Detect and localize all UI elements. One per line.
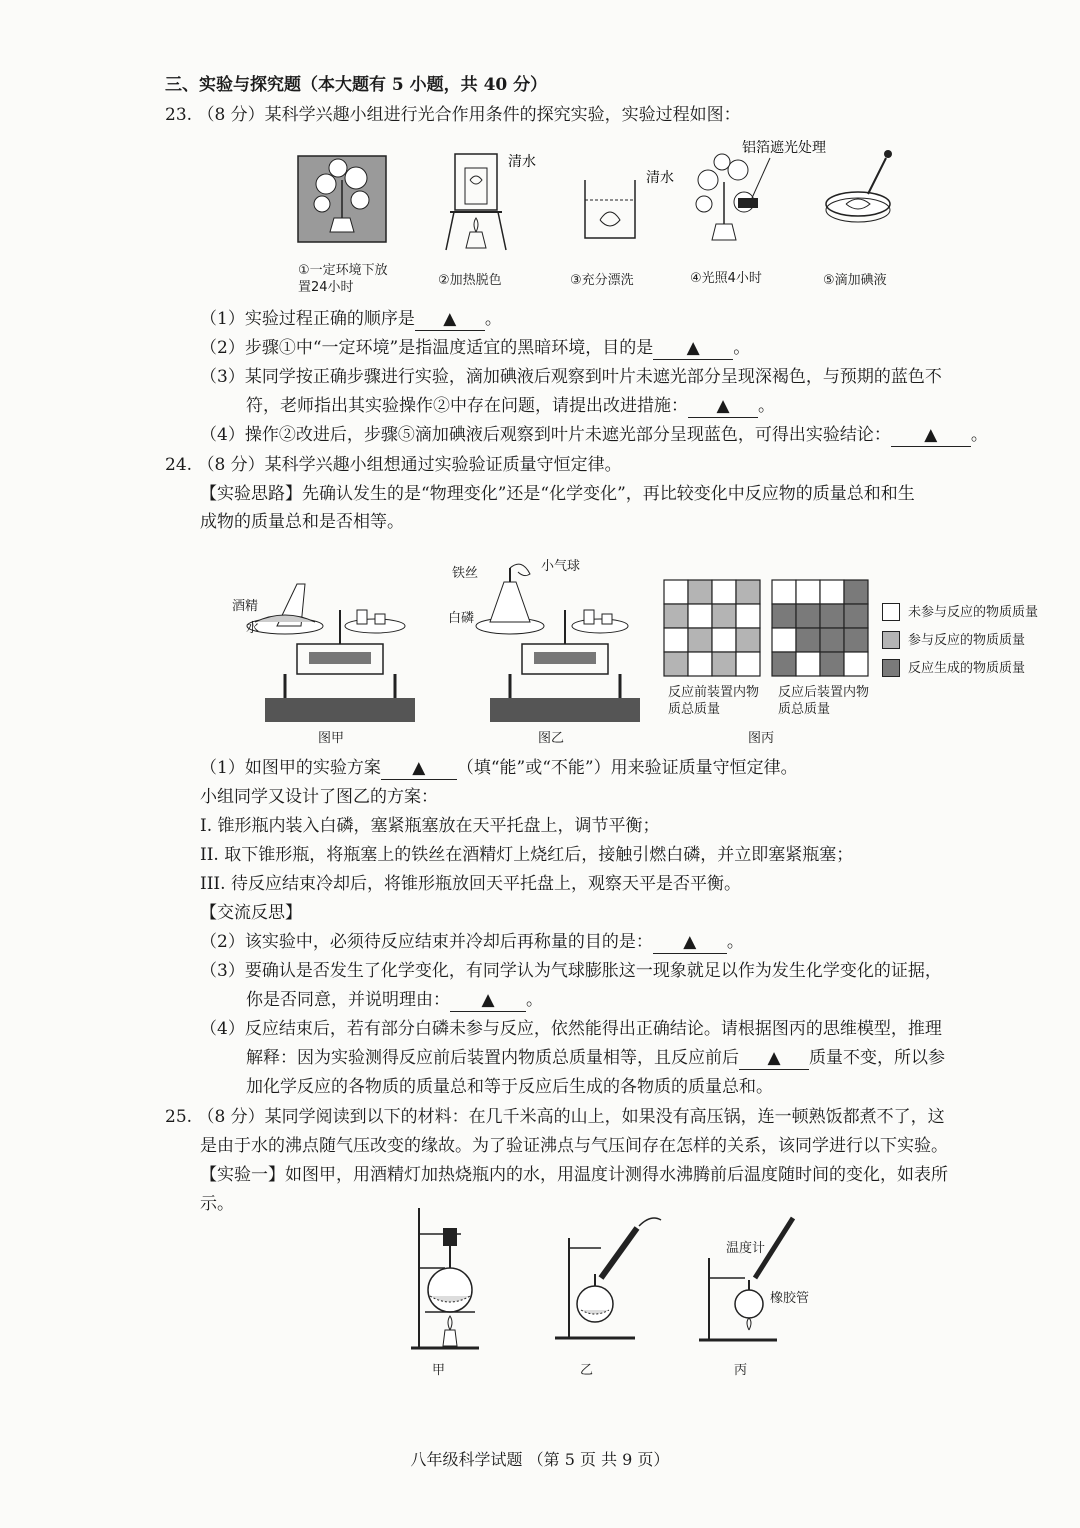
grid-cell (772, 580, 796, 604)
q24-sub4-line2: 解释：因为实验测得反应前后装置内物质总质量相等，且反应前后 ▲ 质量不变，所以参 (246, 1048, 945, 1068)
plant-light-foil (696, 154, 770, 240)
step-caption-3: ③充分漂洗 (570, 273, 634, 288)
grid-cell (736, 580, 760, 604)
balloon-label: 小气球 (541, 559, 581, 574)
balance-figure-a (225, 570, 415, 730)
grid-cell (712, 628, 736, 652)
q24-plan-intro: 小组同学又设计了图乙的方案： (200, 787, 438, 807)
q24-idea-line1: 【实验思路】先确认发生的是“物理变化”还是“化学变化”，再比较变化中反应物的质量总和和生 (200, 484, 915, 504)
legend (882, 598, 1038, 682)
legend-swatch (882, 659, 900, 677)
answer-blank: ▲ (450, 989, 526, 1012)
fig-a-caption: 图甲 (318, 731, 345, 746)
grid-cell (820, 652, 844, 676)
legend-item: 未参与反应的物质质量 (882, 598, 1038, 626)
q24-reflect-heading: 【交流反思】 (200, 903, 302, 923)
phosphorus-label: 白磷 (448, 611, 475, 626)
q24-stem: 24. （8 分）某科学兴趣小组想通过实验验证质量守恒定律。 (165, 455, 622, 475)
rubber-tube-label: 橡胶管 (770, 1291, 810, 1306)
q24-idea-line2: 成物的质量总和是否相等。 (200, 512, 404, 532)
fig-yi-caption: 乙 (580, 1363, 594, 1378)
q24-sub1: （1）如图甲的实验方案 ▲ （填“能”或“不能”）用来验证质量守恒定律。 (200, 758, 798, 778)
legend-item: 反应生成的物质质量 (882, 654, 1038, 682)
answer-blank: ▲ (688, 395, 758, 418)
q23-sub3-line1: （3）某同学按正确步骤进行实验，滴加碘液后观察到叶片未遮光部分呈现深褐色，与预期的蓝色不 (200, 367, 942, 387)
q24-step-3: III. 待反应结束冷却后，将锥形瓶放回天平托盘上，观察天平是否平衡。 (200, 874, 741, 894)
grid-cell (820, 604, 844, 628)
grid-cell (772, 652, 796, 676)
water-label-2: 清水 (646, 170, 674, 186)
answer-blank: ▲ (891, 424, 971, 447)
rinse-beaker (585, 180, 635, 238)
page-footer: 八年级科学试题 （第 5 页 共 9 页） (410, 1450, 670, 1469)
step-caption-1: ①一定环境下放置24小时 (298, 263, 388, 295)
answer-blank: ▲ (381, 757, 457, 780)
q23-sub1: （1）实验过程正确的顺序是 ▲ 。 (200, 309, 502, 329)
fig-jia-caption: 甲 (432, 1363, 446, 1378)
answer-blank: ▲ (653, 931, 727, 954)
legend-item: 参与反应的物质质量 (882, 626, 1038, 654)
grid-cell (796, 628, 820, 652)
q24-sub3-line1: （3）要确认是否发生了化学变化，有同学认为气球膨胀这一现象就足以作为发生化学变化的证据， (200, 961, 942, 981)
legend-swatch (882, 631, 900, 649)
q25-apparatus-figure (405, 1208, 795, 1358)
fig-bing-caption: 丙 (734, 1363, 748, 1378)
q23-sub4: （4）操作②改进后，步骤⑤滴加碘液后观察到叶片未遮光部分呈现蓝色，可得出实验结论： ▲ 。 (200, 425, 988, 445)
alcohol-label: 酒精 (232, 599, 259, 614)
q23-stem: 23. （8 分）某科学兴趣小组进行光合作用条件的探究实验，实验过程如图： (165, 105, 741, 125)
grid-cell (844, 580, 868, 604)
legend-swatch (882, 603, 900, 621)
apparatus-a (411, 1208, 479, 1348)
plant-dark-environment (298, 156, 386, 242)
grid-cell (796, 604, 820, 628)
grid-cell (772, 604, 796, 628)
grid-cell (736, 604, 760, 628)
grid-cell (664, 628, 688, 652)
grid-cell (736, 628, 760, 652)
grid-cell (844, 652, 868, 676)
grid-cell (772, 628, 796, 652)
answer-blank: ▲ (653, 337, 733, 360)
grid-cell (844, 628, 868, 652)
mass-model-grids (662, 578, 872, 682)
before-label: 反应前装置内物质总质量 (668, 685, 760, 717)
after-label: 反应后装置内物质总质量 (778, 685, 870, 717)
q25-line3: 【实验一】如图甲，用酒精灯加热烧瓶内的水，用温度计测得水沸腾前后温度随时间的变化，如表所 (200, 1165, 948, 1185)
answer-blank: ▲ (739, 1047, 809, 1070)
foil-label: 铝箔遮光处理 (742, 140, 826, 156)
grid-cell (820, 628, 844, 652)
answer-blank: ▲ (415, 308, 485, 331)
q23-figure (290, 140, 920, 270)
q25-line4: 示。 (200, 1194, 234, 1214)
grid-cell (820, 580, 844, 604)
water-label-1: 清水 (508, 154, 536, 170)
q24-step-2: II. 取下锥形瓶，将瓶塞上的铁丝在酒精灯上烧红后，接触引燃白磷，并立即塞紧瓶塞； (200, 845, 854, 865)
fig-c-caption: 图丙 (748, 731, 775, 746)
grid-cell (736, 652, 760, 676)
iodine-dish (826, 150, 892, 222)
step-caption-2: ②加热脱色 (438, 273, 502, 288)
grid-cell (796, 580, 820, 604)
fig-b-caption: 图乙 (538, 731, 565, 746)
q25-line2: 是由于水的沸点随气压改变的缘故。为了验证沸点与气压间存在怎样的关系，该同学进行以下实验。 (200, 1136, 948, 1156)
q25-line1: 25. （8 分）某同学阅读到以下的材料：在几千米高的山上，如果没有高压锅，连一顿熟饭都煮不了，这 (165, 1107, 945, 1127)
section-title: 三、实验与探究题（本大题有 5 小题，共 40 分） (165, 75, 548, 95)
q24-sub4-line1: （4）反应结束后，若有部分白磷未参与反应，依然能得出正确结论。请根据图丙的思维模型，推理 (200, 1019, 942, 1039)
grid-cell (688, 652, 712, 676)
apparatus-c (699, 1218, 793, 1340)
q24-sub2: （2）该实验中，必须待反应结束并冷却后再称量的目的是： ▲ 。 (200, 932, 744, 952)
q23-sub2: （2）步骤①中“一定环境”是指温度适宜的黑暗环境，目的是 ▲ 。 (200, 338, 751, 358)
grid-cell (712, 580, 736, 604)
step-caption-4: ④光照4小时 (690, 271, 762, 286)
grid-cell (664, 580, 688, 604)
iron-wire-label: 铁丝 (452, 566, 479, 581)
balance-figure-b (460, 560, 640, 730)
heat-decolor-setup (446, 154, 506, 250)
grid-cell (688, 628, 712, 652)
q24-sub3-line2: 你是否同意，并说明理由： ▲ 。 (246, 990, 543, 1010)
q23-sub3-line2: 符，老师指出其实验操作②中存在问题，请提出改进措施： ▲ 。 (246, 396, 775, 416)
q24-step-1: I. 锥形瓶内装入白磷，塞紧瓶塞放在天平托盘上，调节平衡； (200, 816, 660, 836)
grid-cell (664, 604, 688, 628)
step-caption-5: ⑤滴加碘液 (823, 273, 887, 288)
grid-cell (688, 604, 712, 628)
grid-cell (796, 652, 820, 676)
apparatus-b (555, 1218, 661, 1338)
grid-cell (712, 604, 736, 628)
grid-cell (664, 652, 688, 676)
thermometer-label: 温度计 (726, 1241, 766, 1256)
grid-before (664, 580, 760, 676)
grid-cell (844, 604, 868, 628)
water-label: 水 (246, 621, 260, 636)
q24-sub4-line3: 加化学反应的各物质的质量总和等于反应后生成的各物质的质量总和。 (246, 1077, 773, 1097)
grid-cell (712, 652, 736, 676)
grid-after (772, 580, 868, 676)
grid-cell (688, 580, 712, 604)
